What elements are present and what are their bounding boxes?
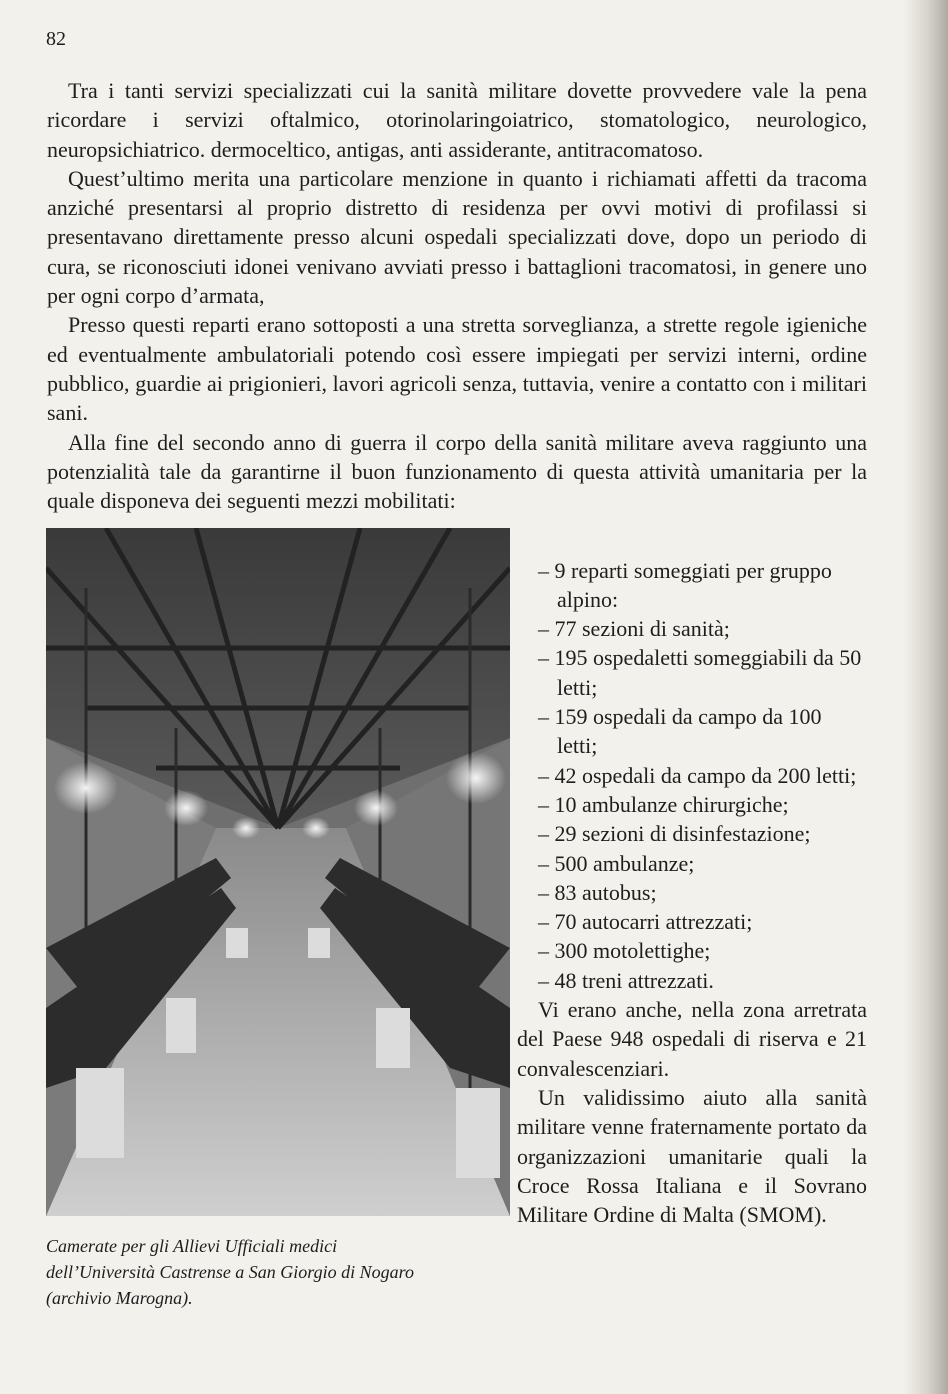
list-item: – 42 ospedali da campo da 200 letti;: [538, 762, 857, 788]
caption-line-2: dell’Università Castrense a San Giorgio di Nogaro: [46, 1262, 414, 1282]
list-item: – 300 motolettighe;: [538, 938, 711, 964]
photo-caption: [46, 1233, 506, 1311]
list-item: – 29 sezioni di disinfestazione;: [538, 821, 811, 847]
intro-continuation-space: [517, 497, 867, 556]
page-number: 82: [46, 28, 66, 50]
list-item: – 195 ospedaletti someggiabili da 50 letti;: [538, 645, 862, 700]
list-item: – 10 ambulanze chirurgiche;: [538, 791, 789, 817]
paragraph-humanitarian-aid: Un validissimo aiuto alla sanità militare venne fraternamente portato da organizzazioni umanitarie quali la Croce Rossa Italiana e il Sovrano Militare Ordine di Malta (SMOM).: [517, 1084, 867, 1228]
main-text: [47, 76, 867, 515]
paragraph-reserve-hospitals: Vi erano anche, nella zona arretrata del Paese 948 ospedali di riserva e 21 convalescenziari.: [517, 997, 867, 1081]
mobilized-means-list: [517, 556, 867, 995]
list-item: – 159 ospedali da campo da 100 letti;: [538, 704, 822, 759]
caption-line-3: (archivio Marogna).: [46, 1288, 193, 1308]
barracks-photo: [46, 528, 510, 1216]
paragraph-2: Quest’ultimo merita una particolare menzione in quanto i richiamati affetti da tracoma anziché presentarsi al proprio distretto di residenza per ovvi motivi di profilassi si presentavano direttamente presso alcuni ospedali specializzati dove, dopo un periodo di cura, se riconosciuti idonei venivano avviati presso i battaglioni tracomatosi, in genere uno per ogni corpo d’armata,: [47, 165, 867, 309]
list-item: – 77 sezioni di sanità;: [538, 616, 730, 642]
list-item: – 9 reparti someggiati per gruppo alpino:: [538, 557, 832, 612]
list-item: – 83 autobus;: [538, 879, 657, 905]
list-item: – 70 autocarri attrezzati;: [538, 909, 753, 935]
caption-line-1: Camerate per gli Allievi Ufficiali medici: [46, 1236, 338, 1256]
paragraph-3: Presso questi reparti erano sottoposti a una stretta sorveglianza, a strette regole igieniche ed eventualmente ambulatoriali potendo così essere impiegati per servizi interni, ordine pubblico, guardie ai prigionieri, lavori agricoli senza, tuttavia, venire a contatto con i militari sani.: [47, 312, 867, 426]
list-item: – 500 ambulanze;: [538, 850, 695, 876]
right-column: [517, 497, 867, 1229]
list-item: – 48 treni attrezzati.: [538, 967, 714, 993]
paragraph-4-text: Alla fine del secondo anno di guerra il corpo della sanità militare aveva raggiunto una potenzialità tale da garantirne il buon funzionamento di questa attività umanitaria per la quale disponeva dei seguenti mezzi mobilitati:: [47, 429, 867, 514]
page-gutter-shadow: [904, 0, 948, 1394]
paragraph-1: Tra i tanti servizi specializzati cui la sanità militare dovette provvedere vale la pena ricordare i servizi oftalmico, otorinolaringoiatrico, stomatologico, neurologico, neuropsichiatrico. dermoceltico, antigas, anti assiderante, antitracomatoso.: [47, 78, 867, 162]
